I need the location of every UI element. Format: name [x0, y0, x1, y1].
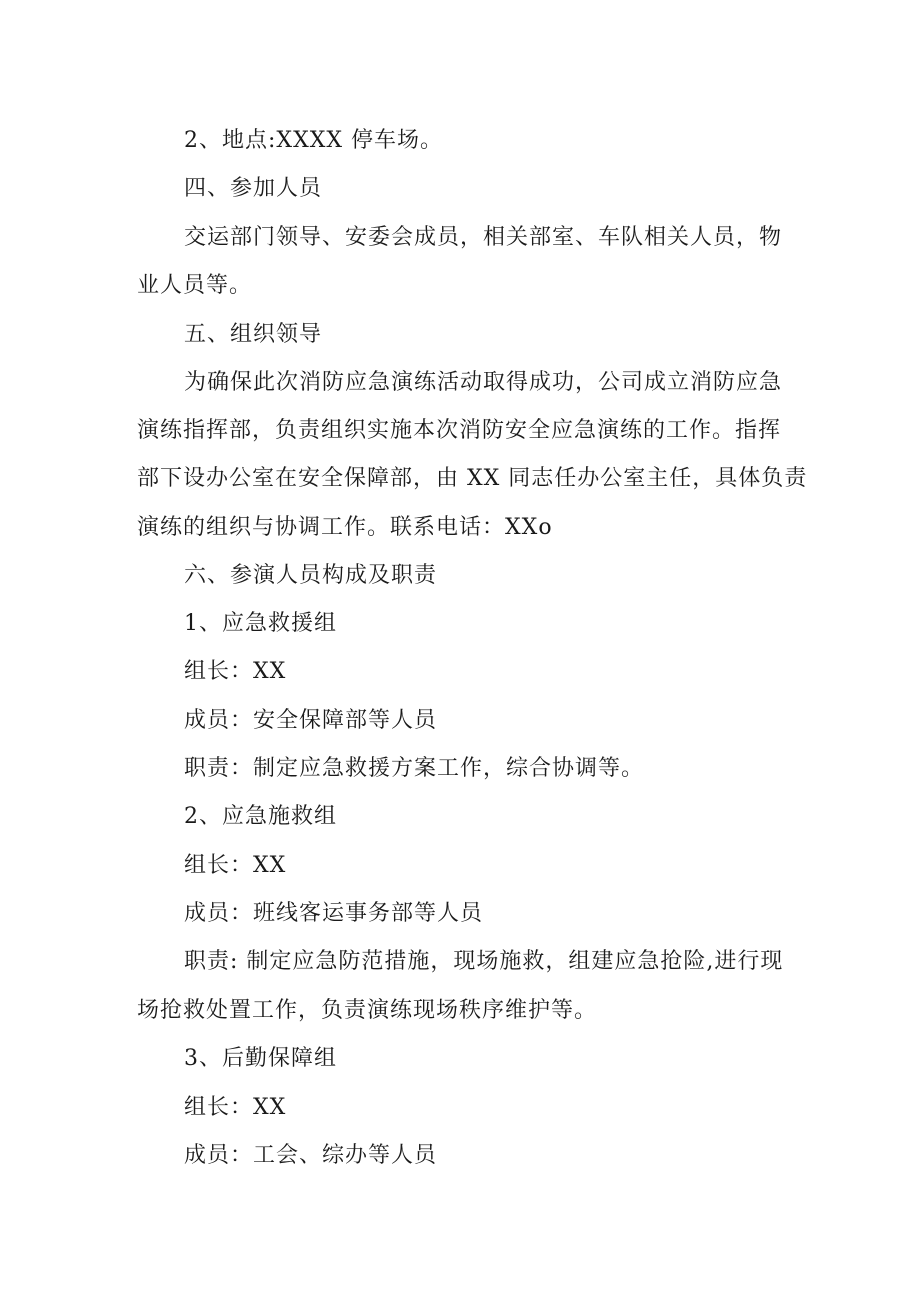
participants-text-line-1: 交运部门领导、安委会成员，相关部室、车队相关人员，物: [184, 225, 783, 250]
logistics-team-leader: 组长：XX: [184, 1095, 287, 1120]
organization-text-line-2: 演练指挥部，负责组织实施本次消防安全应急演练的工作。指挥: [137, 418, 782, 443]
rescue-team-heading: 1、应急救援组: [184, 611, 337, 636]
logistics-team-members: 成员：工会、综办等人员: [184, 1143, 438, 1168]
logistics-team-heading: 3、后勤保障组: [184, 1046, 337, 1071]
relief-team-leader: 组长：XX: [184, 853, 287, 878]
section-organization-heading: 五、组织领导: [184, 322, 323, 347]
organization-text-line-1: 为确保此次消防应急演练活动取得成功，公司成立消防应急: [184, 370, 783, 395]
relief-team-heading: 2、应急施救组: [184, 804, 337, 829]
relief-team-duties-line-2: 场抢救处置工作，负责演练现场秩序维护等。: [137, 998, 598, 1023]
rescue-team-leader: 组长：XX: [184, 659, 287, 684]
relief-team-members: 成员：班线客运事务部等人员: [184, 901, 484, 926]
section-participants-heading: 四、参加人员: [184, 176, 323, 201]
rescue-team-members: 成员：安全保障部等人员: [184, 708, 438, 733]
relief-team-duties-line-1: 职责: 制定应急防范措施，现场施救，组建应急抢险,进行现: [184, 949, 784, 974]
section-roles-heading: 六、参演人员构成及职责: [184, 563, 438, 588]
participants-text-line-2: 业人员等。: [137, 273, 253, 298]
organization-text-line-4: 演练的组织与协调工作。联系电话：XXo: [137, 515, 553, 540]
rescue-team-duties: 职责：制定应急救援方案工作，综合协调等。: [184, 756, 645, 781]
organization-text-line-3: 部下设办公室在安全保障部，由 XX 同志任办公室主任，具体负责: [137, 466, 808, 491]
location-line: 2、地点:XXXX 停车场。: [184, 128, 444, 153]
